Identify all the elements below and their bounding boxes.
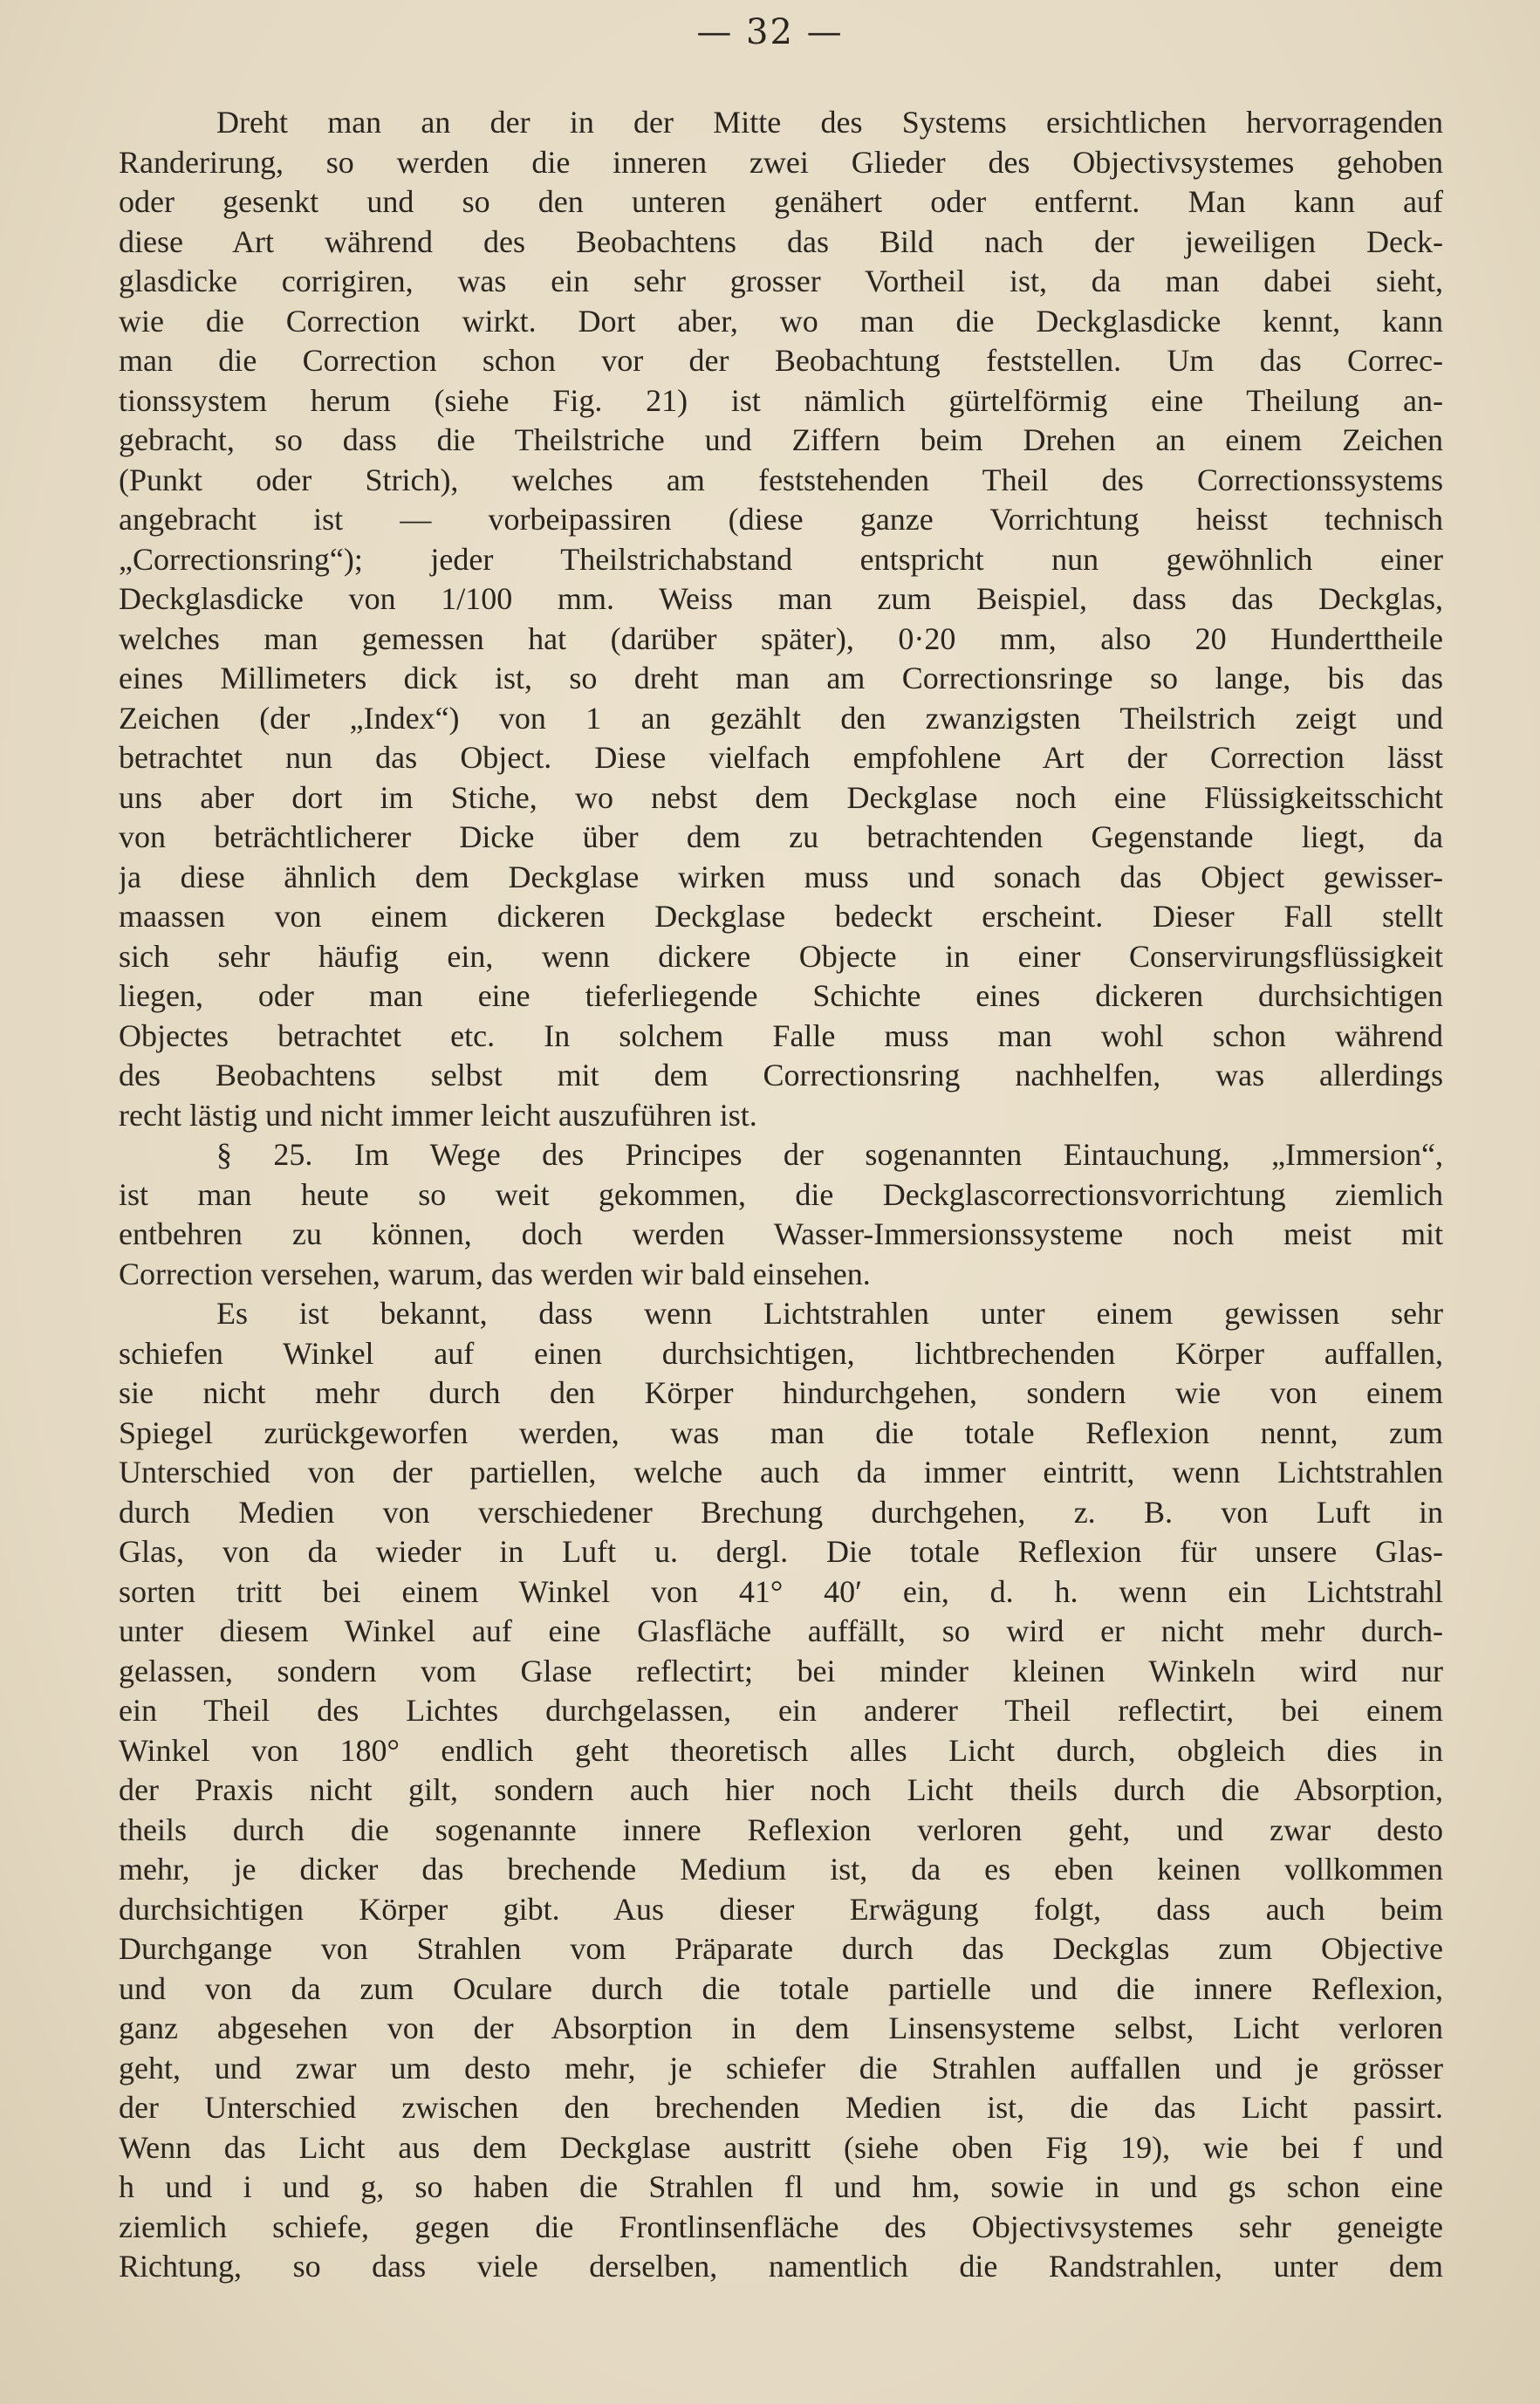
text-line: unter diesem Winkel auf eine Glasfläche auffällt, so wird er nicht mehr durch- (119, 1613, 1443, 1648)
text-line: welches man gemessen hat (darüber später), 0·20 mm, also 20 Hunderttheile (119, 620, 1443, 656)
text-line: recht lästig und nicht immer leicht auszuführen ist. (119, 1097, 757, 1133)
text-line: Spiegel zurückgeworfen werden, was man die totale Reflexion nennt, zum (119, 1414, 1443, 1450)
text-line: ganz abgesehen von der Absorption in dem Linsensysteme selbst, Licht verloren (119, 2010, 1443, 2045)
text-line: „Correctionsring“); jeder Theilstrichabstand entspricht nun gewöhnlich einer (119, 541, 1443, 577)
text-line: Es ist bekannt, dass wenn Lichtstrahlen unter einem gewissen sehr (216, 1296, 1443, 1331)
text-line: Correction versehen, warum, das werden wir bald einsehen. (119, 1256, 871, 1291)
text-line: diese Art während des Beobachtens das Bild nach der jeweiligen Deck- (119, 223, 1443, 259)
text-line: eines Millimeters dick ist, so dreht man am Correctionsringe so lange, bis das (119, 661, 1443, 695)
text-line: § 25. Im Wege des Principes der sogenannten Eintauchung, „Immersion“, (216, 1137, 1443, 1172)
text-line: mehr, je dicker das brechende Medium ist, da es eben keinen vollkommen (119, 1852, 1443, 1887)
text-line: des Beobachtens selbst mit dem Correctionsring nachhelfen, was allerdings (119, 1058, 1443, 1092)
text-line: wie die Correction wirkt. Dort aber, wo man die Deckglasdicke kennt, kann (119, 303, 1443, 339)
text-line: entbehren zu können, doch werden Wasser-Immersionssysteme noch meist mit (119, 1216, 1443, 1251)
text-line: schiefen Winkel auf einen durchsichtigen, lichtbrechenden Körper auffallen, (119, 1335, 1443, 1371)
text-line: Wenn das Licht aus dem Deckglase austritt (siehe oben Fig 19), wie bei f und (119, 2129, 1443, 2165)
text-line: Deckglasdicke von 1/100 mm. Weiss man zum Beispiel, dass das Deckglas, (119, 581, 1443, 616)
text-line: gelassen, sondern vom Glase reflectirt; bei minder kleinen Winkeln wird nur (119, 1653, 1443, 1688)
text-line: ziemlich schiefe, gegen die Frontlinsenfläche des Objectivsystemes sehr geneigte (119, 2209, 1443, 2244)
page-number: — 32 — (696, 12, 844, 52)
text-line: angebracht ist — vorbeipassiren (diese ganze Vorrichtung heisst technisch (119, 502, 1443, 537)
text-line: ist man heute so weit gekommen, die Deckglascorrectionsvorrichtung ziemlich (119, 1176, 1443, 1212)
text-line: geht, und zwar um desto mehr, je schiefer die Strahlen auffallen und je grösser (119, 2050, 1443, 2086)
text-line: gebracht, so dass die Theilstriche und Ziffern beim Drehen an einem Zeichen (119, 422, 1443, 457)
text-line: ja diese ähnlich dem Deckglase wirken muss und sonach das Object gewisser- (119, 859, 1443, 894)
text-line: glasdicke corrigiren, was ein sehr grosser Vortheil ist, da man dabei sieht, (119, 264, 1443, 298)
text-line: der Praxis nicht gilt, sondern auch hier noch Licht theils durch die Absorption, (119, 1772, 1443, 1807)
text-line: tionssystem herum (siehe Fig. 21) ist nämlich gürtelförmig eine Theilung an- (119, 382, 1443, 418)
text-line: uns aber dort im Stiche, wo nebst dem Deckglase noch eine Flüssigkeitsschicht (119, 779, 1443, 815)
text-line: Richtung, so dass viele derselben, namentlich die Randstrahlen, unter dem (119, 2249, 1443, 2284)
text-line: ein Theil des Lichtes durchgelassen, ein anderer Theil reflectirt, bei einem (119, 1693, 1443, 1728)
text-line: und von da zum Oculare durch die totale partielle und die innere Reflexion, (119, 1970, 1443, 2006)
text-line: h und i und g, so haben die Strahlen fl und hm, sowie in und gs schon eine (119, 2169, 1443, 2204)
text-line: Randerirung, so werden die inneren zwei Glieder des Objectivsystemes gehoben (119, 144, 1443, 180)
text-line: Zeichen (der „Index“) von 1 an gezählt den zwanzigsten Theilstrich zeigt und (119, 700, 1443, 736)
text-line: liegen, oder man eine tieferliegende Schichte eines dickeren durchsichtigen (119, 978, 1443, 1013)
body-text (119, 103, 1443, 2287)
text-line: Durchgange von Strahlen vom Präparate durch das Deckglas zum Objective (119, 1931, 1443, 1966)
text-line: Dreht man an der in der Mitte des Systems ersichtlichen hervorragenden (216, 105, 1443, 140)
text-line: von beträchtlicherer Dicke über dem zu betrachtenden Gegenstande liegt, da (119, 819, 1443, 854)
text-line: sie nicht mehr durch den Körper hindurchgehen, sondern wie von einem (119, 1375, 1443, 1410)
text-line: Winkel von 180° endlich geht theoretisch alles Licht durch, obgleich dies in (119, 1732, 1443, 1768)
text-line: Glas, von da wieder in Luft u. dergl. Die totale Reflexion für unsere Glas- (119, 1534, 1443, 1569)
text-line: man die Correction schon vor der Beobachtung feststellen. Um das Correc- (119, 343, 1443, 378)
text-line: durchsichtigen Körper gibt. Aus dieser Erwägung folgt, dass auch beim (119, 1891, 1443, 1927)
text-line: maassen von einem dickeren Deckglase bedeckt erscheint. Dieser Fall stellt (119, 899, 1443, 934)
text-line: Unterschied von der partiellen, welche auch da immer eintritt, wenn Lichtstrahlen (119, 1455, 1443, 1490)
text-line: theils durch die sogenannte innere Reflexion verloren geht, und zwar desto (119, 1812, 1443, 1847)
text-line: sorten tritt bei einem Winkel von 41° 40′ ein, d. h. wenn ein Lichtstrahl (119, 1573, 1443, 1609)
text-line: betrachtet nun das Object. Diese vielfach empfohlene Art der Correction lässt (119, 740, 1443, 775)
text-line: (Punkt oder Strich), welches am feststehenden Theil des Correctionssystems (119, 462, 1443, 497)
text-line: durch Medien von verschiedener Brechung durchgehen, z. B. von Luft in (119, 1494, 1443, 1530)
text-line: oder gesenkt und so den unteren genähert oder entfernt. Man kann auf (119, 184, 1443, 219)
text-line: sich sehr häufig ein, wenn dickere Objecte in einer Conservirungsflüssigkeit (119, 938, 1443, 974)
text-line: der Unterschied zwischen den brechenden Medien ist, die das Licht passirt. (119, 2090, 1443, 2125)
text-line: Objectes betrachtet etc. In solchem Falle muss man wohl schon während (119, 1017, 1443, 1053)
